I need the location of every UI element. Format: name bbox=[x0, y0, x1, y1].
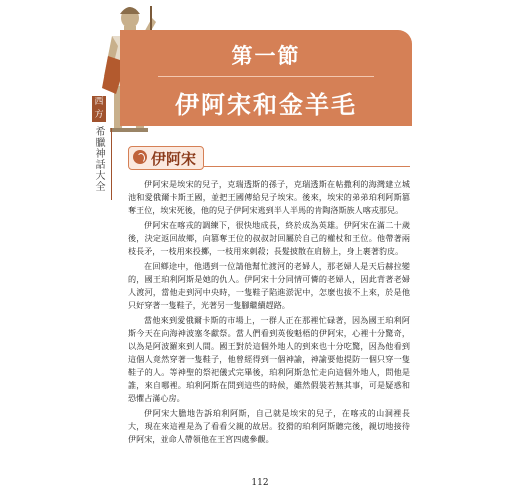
body-text bbox=[128, 178, 410, 448]
subheading-label: 伊阿宋 bbox=[151, 150, 197, 168]
banner-divider bbox=[158, 76, 374, 77]
paragraph: 伊阿宋在喀戎的調練下，很快地成長，終於成為英雄。伊阿宋在滿二十歲後，決定返回故鄉，向篡奪王位的叔叔討回屬於自己的權杖和王位。他帶著兩枝長矛，一枝用來投擲，一枝用來刺殺；長髮披散在肩膀上，身上裹著豹皮。 bbox=[128, 220, 410, 256]
series-number-badge: 西方 bbox=[92, 96, 106, 122]
series-side-tab bbox=[92, 96, 106, 246]
page-number: 112 bbox=[251, 478, 269, 488]
section-banner bbox=[120, 30, 412, 126]
paragraph: 伊阿宋是埃宋的兒子，克瑞透斯的孫子，克瑞透斯在帖撒利的海灣建立城池和愛俄爾卡斯王國，並把王國傳給兒子埃宋。後來，埃宋的弟弟珀利阿斯篡奪王位，埃宋死後，他的兒子伊阿宋逃到半人半馬的肯陶洛斯族人喀戎那兒。 bbox=[128, 179, 410, 215]
section-label: 第一節 bbox=[231, 44, 301, 68]
paragraph: 在回鄉途中，他遇到一位請他幫忙渡河的老婦人，那老婦人是天后赫拉變的，國王珀利阿斯是她的仇人。伊阿宋十分同情可憐的老婦人，因此背著老婦人渡河，當他走到河中央時，一隻鞋子陷進淤泥中，怎麼也拔不上來，於是他只好穿著一隻鞋子，光著另一隻腳繼續趕路。 bbox=[128, 261, 410, 310]
subheading-box bbox=[128, 146, 204, 170]
series-title: 希臘神話大全 bbox=[93, 126, 104, 192]
section-title: 伊阿宋和金羊毛 bbox=[175, 91, 357, 119]
paragraph: 伊阿宋大膽地告訴珀利阿斯，自己就是埃宋的兒子，在喀戎的山洞裡長大，現在來這裡是為了看看父親的故居。狡猾的珀利阿斯聽完後，親切地接待伊阿宋，並命人帶領他在王宮四處參觀。 bbox=[128, 408, 410, 444]
subheading-icon bbox=[133, 150, 147, 164]
side-divider bbox=[111, 128, 112, 200]
subheading-rule bbox=[204, 166, 410, 167]
paragraph: 當他來到愛俄爾卡斯的市場上，一群人正在那裡忙碌著，因為國王珀利阿斯今天在向海神波塞冬獻祭。當人們看到英俊魁梧的伊阿宋，心裡十分驚奇，以為是阿波羅來到人間。國王對於這個外地人的到來也十分吃驚，因為他看到這個人竟然穿著一隻鞋子，他曾經得到一個神諭，神諭要他提防一個只穿一隻鞋子的人。等神聖的祭祀儀式完畢後，珀利阿斯急忙走向這個外地人，問他是誰，來自哪裡。珀利阿斯在問到這些的時候，雖然假裝若無其事，可是疑惑和恐懼占滿心房。 bbox=[128, 315, 410, 403]
